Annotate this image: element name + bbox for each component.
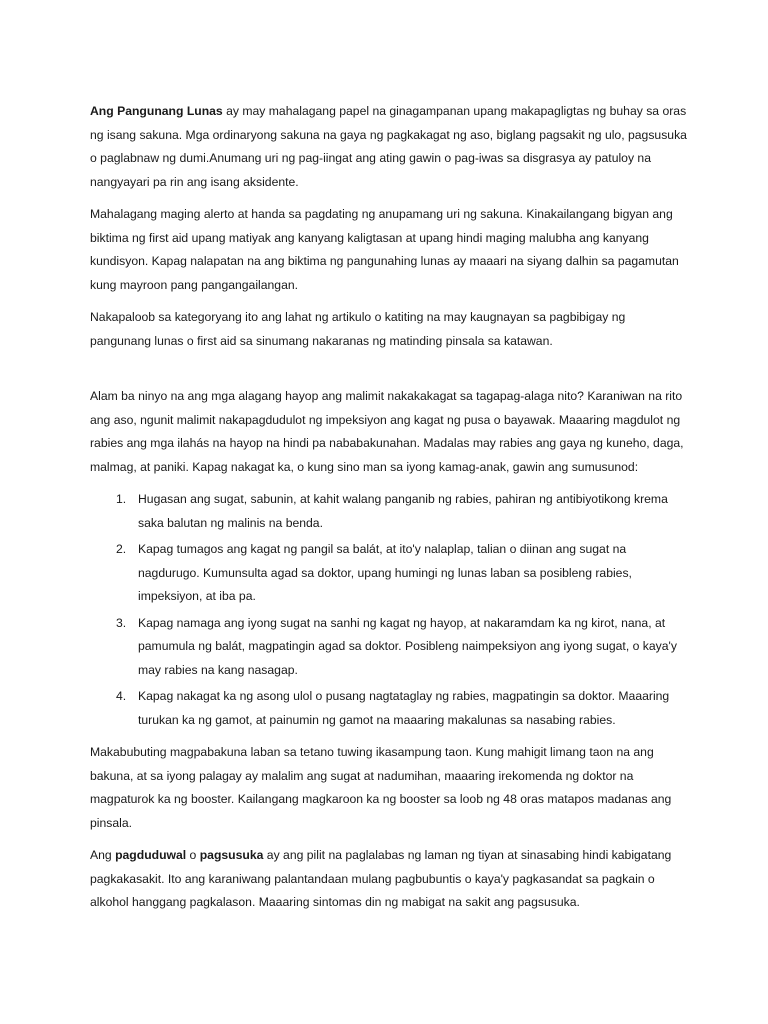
paragraph-kategorya: Nakapaloob sa kategoryang ito ang lahat ng artikulo o katiting na may kaugnayan sa pagbibigay ng pangunang lunas o first aid sa sinumang nakaranas ng matinding pinsala sa katawan. [90,310,626,348]
paragraph-intro [90,100,688,194]
list-item [116,612,688,683]
paragraph-pagsusuka-lead: Ang [90,848,116,862]
list-item-number: 2. [116,542,127,556]
list-item [116,685,688,732]
list-item-text: Kapag tumagos ang kagat ng pangil sa balát, at ito'y nalaplap, talian o diinan ang sugat na nagdurugo. Kumunsulta agad sa doktor, upang humingi ng lunas laban sa posibleng rabies, impeksiyon, at iba pa. [138,542,632,603]
term-pagduduwal: pagduduwal [115,848,187,862]
paragraph-pagsusuka-text: ay ang pilit na paglalabas ng laman ng tiyan at sinasabing hindi kabigatang pagkakasakit. Ito ang karaniwang palantandaan mulang pagbubuntis o kaya'y pagkasandat sa pagkain o alkohol hanggang pagkalason. Maaaring sintomas din ng mabigat na sakit ang pagsusuka. [90,848,672,909]
term-pangunang-lunas: Ang Pangunang Lunas [90,104,223,118]
list-item-number: 3. [116,615,127,630]
list-item-number: 4. [116,689,127,703]
steps-list [90,488,688,732]
paragraph-pagsusuka [90,844,688,915]
list-item-text: Kapag nakagat ka ng asong ulol o pusang nagtataglay ng rabies, magpatingin sa doktor. Maaaring turukan ka ng gamot, at painumin ng gamot na maaaring makalunas sa nasabing rabies. [138,689,670,727]
paragraph-alagang-hayop: Alam ba ninyo na ang mga alagang hayop ang malimit nakakakagat sa tagapag-alaga nito? Karaniwan na rito ang aso, ngunit malimit nakapagdudulot ng impeksiyon ang kagat ng pusa o bayawak. Maaaring magdulot ng rabies ang mga ilahás na hayop na hindi pa nababakunahan. Madalas may rabies ang gaya ng kuneho, daga, malmag, at paniki. Kapag nakagat ka, o kung sino man sa iyong kamag-anak, gawin ang sumusunod: [90,389,684,474]
paragraph-tetano: Makabubuting magpabakuna laban sa tetano tuwing ikasampung taon. Kung mahigit limang taon na ang bakuna, at sa iyong palagay ay malalim ang sugat at nadumihan, maaaring irekomenda ng doktor na magpaturok ka ng booster. Kailangang magkaroon ka ng booster sa loob ng 48 oras matapos madanas ang pinsala. [90,745,672,830]
list-item-text: Hugasan ang sugat, sabunin, at kahit walang panganib ng rabies, pahiran ng antibiyotikong krema saka balutan ng malinis na benda. [138,492,668,530]
list-item [116,488,688,535]
paragraph-alerto: Mahalagang maging alerto at handa sa pagdating ng anupamang uri ng sakuna. Kinakailangang bigyan ang biktima ng first aid upang matiyak ang kanyang kaligtasan at upang hindi maging malubha ang kanyang kundisyon. Kapag nalapatan na ang biktima ng pangunahing lunas ay maaari na siyang dalhin sa pagamutan kung mayroon pang pangangailangan. [90,207,679,292]
list-item [116,538,688,609]
list-item-number: 1. [116,492,127,506]
document-page [90,100,688,924]
term-pagsusuka: pagsusuka [199,848,264,862]
list-item-text: Kapag namaga ang iyong sugat na sanhi ng kagat ng hayop, at nakaramdam ka ng kirot, nana, at pamumula ng balát, magpatingin agad sa doktor. Posibleng naimpeksiyon ang iyong sugat, o kaya'y may rabies na kang nasagap. [138,615,677,677]
blank-line [90,362,688,385]
paragraph-pagsusuka-conj: o [186,848,200,862]
paragraph-intro-text: ay may mahalagang papel na ginagampanan upang makapagligtas ng buhay sa oras ng isang sakuna. Mga ordinaryong sakuna na gaya ng pagkakagat ng aso, biglang pagsakit ng ulo, pagsusuka o paglabnaw ng dumi.Anumang uri ng pag-iingat ang ating gawin o pag-iwas sa disgrasya ay patuloy na nangyayari pa rin ang isang aksidente. [90,104,687,189]
